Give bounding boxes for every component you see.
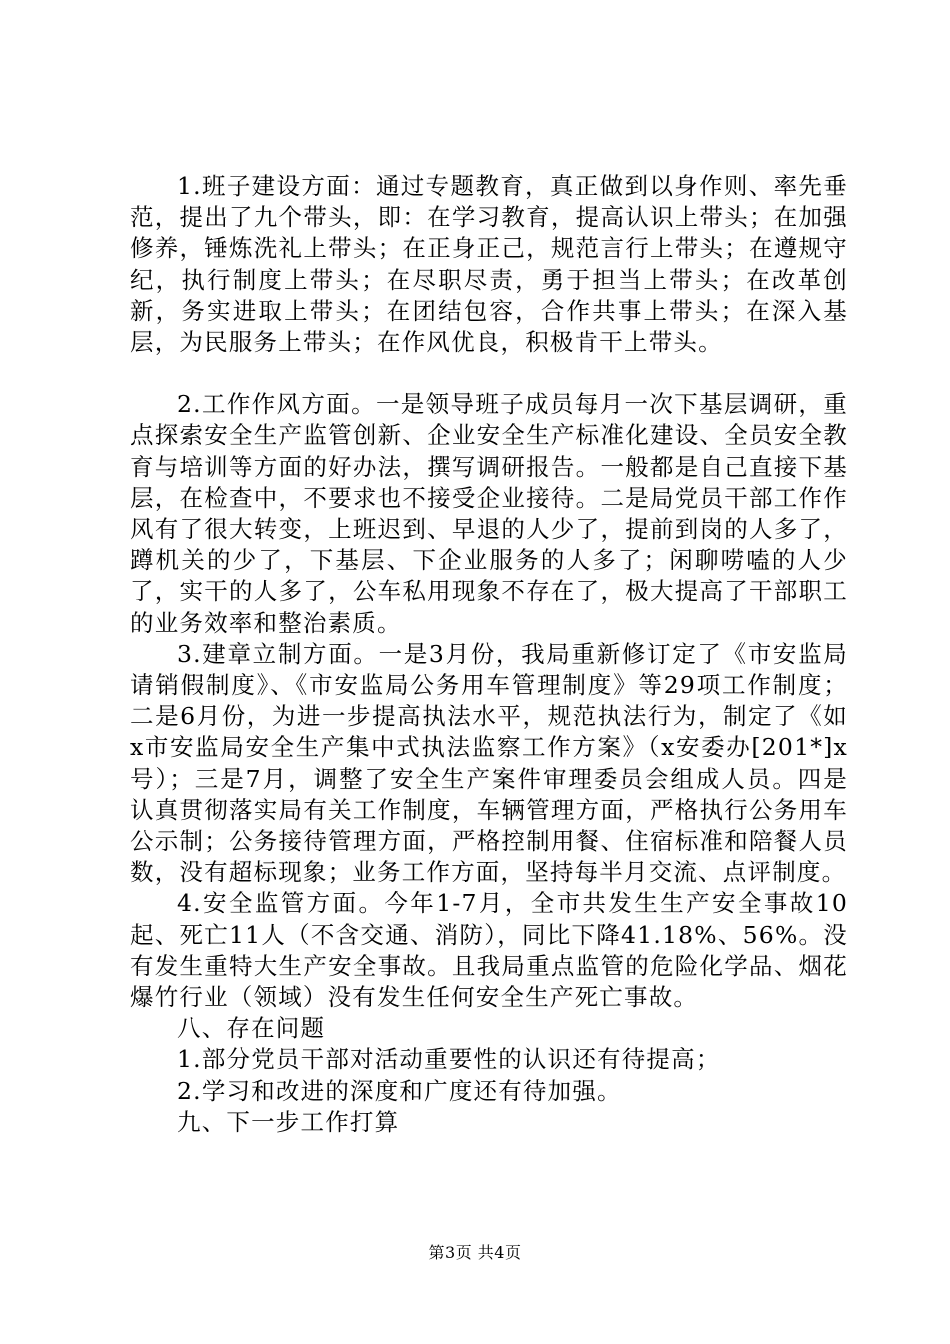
document-body (130, 171, 848, 1138)
section-heading-problems: 八、存在问题 (177, 1014, 326, 1043)
paragraph-safety-supervision: 4.安全监管方面。今年1-7月，全市共发生生产安全事故10起、死亡11人（不含交通、消防），同比下降41.18%、56%。没有发生重特大生产安全事故。且我局重点监管的危险化学品、烟花爆竹行业（领域）没有发生任何安全生产死亡事故。 (130, 889, 848, 1012)
problem-item: 1.部分党员干部对活动重要性的认识还有待提高； (177, 1045, 721, 1074)
paragraph-work-style: 2.工作作风方面。一是领导班子成员每月一次下基层调研，重点探索安全生产监管创新、企业安全生产标准化建设、全员安全教育与培训等方面的好办法，撰写调研报告。一般都是自己直接下基层，在检查中，不要求也不接受企业接待。二是局党员干部工作作风有了很大转变，上班迟到、早退的人少了，提前到岗的人多了，蹲机关的少了，下基层、下企业服务的人多了；闲聊唠嗑的人少了，实干的人多了，公车私用现象不存在了，极大提高了干部职工的业务效率和整治素质。 (130, 390, 848, 637)
page-footer: 第3页 共4页 (428, 1243, 522, 1262)
section-heading-next-steps: 九、下一步工作打算 (177, 1107, 400, 1136)
problem-item: 2.学习和改进的深度和广度还有待加强。 (177, 1076, 622, 1105)
paragraph-regulations: 3.建章立制方面。一是3月份，我局重新修订定了《市安监局请销假制度》、《市安监局公务用车管理制度》等29项工作制度；二是6月份，为进一步提高执法水平，规范执法行为，制定了《如x市安监局安全生产集中式执法监察工作方案》（x安委办[201*]x号）；三是7月，调整了安全生产案件审理委员会组成人员。四是认真贯彻落实局有关工作制度，车辆管理方面，严格执行公务用车公示制；公务接待管理方面，严格控制用餐、住宿标准和陪餐人员数，没有超标现象；业务工作方面，坚持每半月交流、点评制度。 (130, 639, 848, 887)
paragraph-team-building: 1.班子建设方面：通过专题教育，真正做到以身作则、率先垂范，提出了九个带头，即：在学习教育，提高认识上带头；在加强修养，锤炼洗礼上带头；在正身正己，规范言行上带头；在遵规守纪，执行制度上带头；在尽职尽责，勇于担当上带头；在改革创新，务实进取上带头；在团结包容，合作共事上带头；在深入基层，为民服务上带头；在作风优良，积极肯干上带头。 (130, 172, 848, 357)
